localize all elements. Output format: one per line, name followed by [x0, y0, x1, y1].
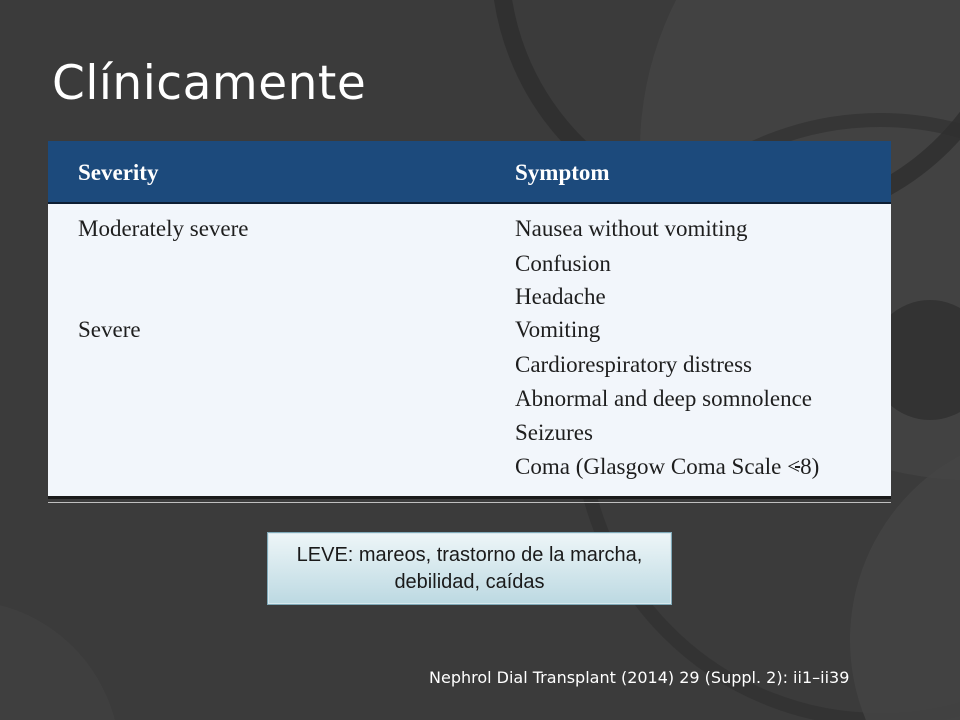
mild-symptoms-callout: LEVE: mareos, trastorno de la marcha, debilidad, caídas: [267, 532, 672, 605]
column-header-severity: Severity: [78, 160, 159, 185]
severity-table: [48, 141, 891, 499]
less-equal-symbol: <: [787, 454, 801, 479]
column-header-symptom: Symptom: [515, 160, 610, 185]
slide-title: Clínicamente: [52, 56, 367, 111]
citation: Nephrol Dial Transplant (2014) 29 (Suppl. 2): ii1–ii39: [429, 668, 850, 687]
symptom-item: Vomiting: [515, 317, 601, 342]
symptom-item: Seizures: [515, 420, 593, 445]
symptom-item: Abnormal and deep somnolence: [515, 386, 812, 411]
coma-suffix: 8): [800, 454, 820, 479]
symptom-item: Confusion: [515, 251, 611, 276]
symptom-item: Nausea without vomiting: [515, 216, 748, 241]
severity-severe: Severe: [78, 317, 141, 342]
severity-moderately-severe: Moderately severe: [78, 216, 249, 241]
symptom-item-coma: [515, 454, 819, 480]
coma-prefix: Coma (Glasgow Coma Scale: [515, 454, 788, 479]
table-header-row: [48, 141, 891, 204]
symptom-item: Headache: [515, 284, 606, 309]
symptom-item: Cardiorespiratory distress: [515, 352, 752, 377]
